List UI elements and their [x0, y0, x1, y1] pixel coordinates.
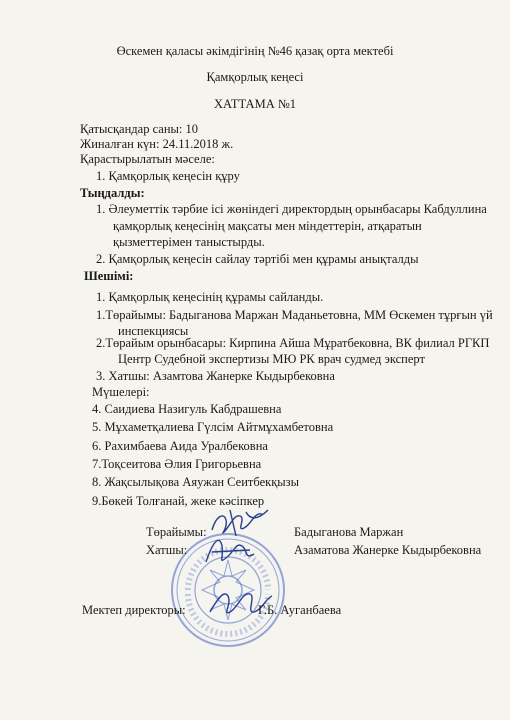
member-item: 5. Мұхаметқалиева Гүлсім Айтмұхамбетовна — [92, 420, 334, 434]
heard-item-1: 1. Әлеуметтік тәрбие ісі жөніндегі директордың орынбасары Кабдуллина — [96, 202, 487, 216]
director-name: Г.Б. Ауганбаева — [258, 603, 342, 617]
member-item: 6. Рахимбаева Аида Уралбековна — [92, 439, 268, 453]
decision-title: Шешімі: — [84, 269, 134, 283]
chair-sign-label: Төрайымы: — [146, 525, 207, 539]
heard-title: Тыңдалды: — [80, 186, 145, 200]
chair-line-cont: инспекциясы — [118, 324, 189, 338]
chair-sign-name: Бадыганова Маржан — [294, 525, 404, 539]
heard-item-2: 2. Қамқорлық кеңесін сайлау тәртібі мен құрамы анықталды — [96, 252, 419, 266]
participants-count: Қатысқандар саны: 10 — [80, 122, 198, 136]
member-item: 4. Саидиева Назигуль Кабдрашевна — [92, 402, 282, 416]
school-name: Өскемен қаласы әкімдігінің №46 қазақ орта мектебі — [116, 44, 394, 58]
vice-chair-line-cont: Центр Судебной экспертизы МЮ РК врач судмед эксперт — [118, 352, 425, 366]
protocol-title: ХАТТАМА №1 — [213, 97, 297, 111]
decision-item-1: 1. Қамқорлық кеңесінің құрамы сайланды. — [96, 290, 324, 304]
meeting-date: Жиналған күн: 24.11.2018 ж. — [80, 137, 234, 151]
heard-item-1-end: қызметтерімен таныстырды. — [113, 235, 265, 249]
director-label: Мектеп директоры: — [82, 603, 186, 617]
secretary-line: 3. Хатшы: Азамтова Жанерке Кыдырбековна — [96, 369, 335, 383]
vice-chair-line: 2.Төрайым орынбасары: Кирпина Айша Мұратбековна, ВК филиал РГКП — [96, 336, 490, 350]
chair-line: 1.Төрайымы: Бадыганова Маржан Маданьетовна, ММ Өскемен тұрғын үй — [96, 308, 493, 322]
agenda-label: Қарастырылатын мәселе: — [80, 152, 215, 166]
secretary-sign-label: Хатшы: — [146, 543, 188, 557]
heard-item-1-cont: қамқорлық кеңесінің мақсаты мен міндеттерін, атқаратын — [113, 219, 422, 233]
secretary-sign-name: Азаматова Жанерке Кыдырбековна — [294, 543, 482, 557]
secretary-signature-icon — [200, 532, 260, 568]
member-item: 9.Бөкей Толғанай, жеке кәсіпкер — [92, 494, 265, 508]
council-title: Қамқорлық кеңесі — [206, 70, 304, 84]
member-item: 8. Жақсылықова Аяужан Сеитбекқызы — [92, 475, 300, 489]
agenda-item: 1. Қамқорлық кеңесін құру — [96, 169, 240, 183]
member-item: 7.Тоқсеитова Әлия Григорьевна — [92, 457, 262, 471]
members-label: Мүшелері: — [92, 385, 150, 399]
